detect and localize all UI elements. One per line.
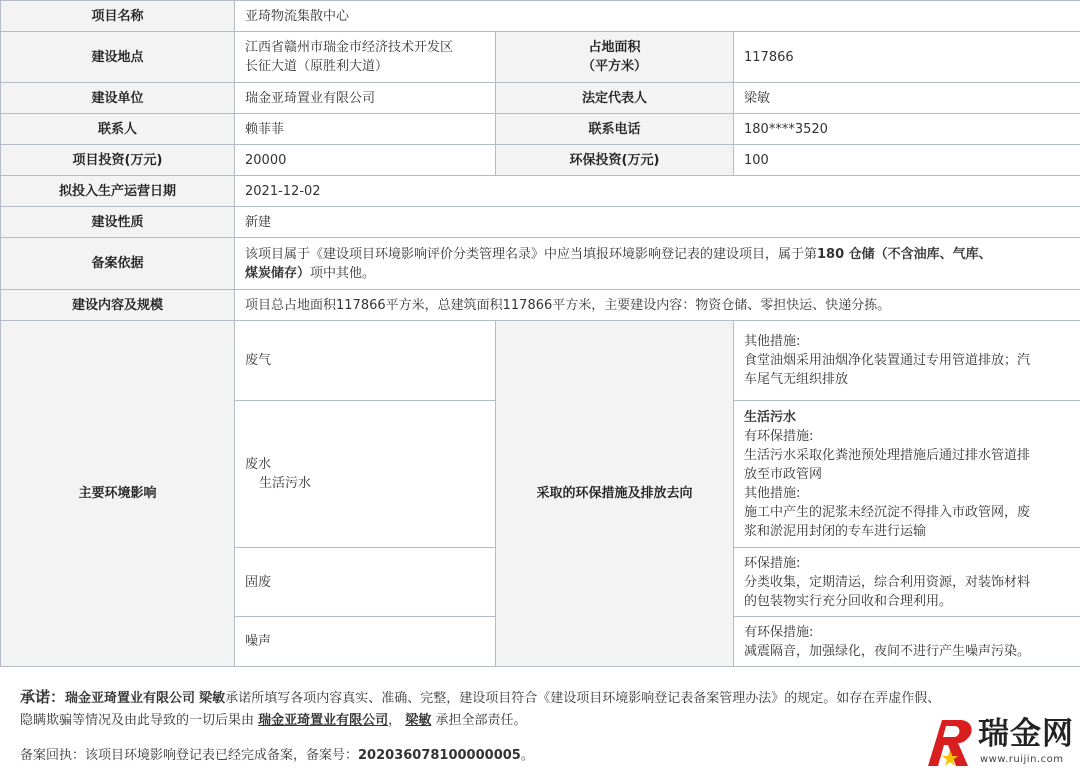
measure-water-line-6: 浆和淤泥用封闭的专车进行运输 xyxy=(744,522,1070,541)
measure-water-head: 生活污水 xyxy=(744,408,1070,427)
row-contact xyxy=(1,114,1080,145)
row-investment xyxy=(1,145,1080,176)
pledge-lead: 承诺： xyxy=(20,688,65,706)
impact-label: 主要环境影响 xyxy=(1,321,235,667)
row-impact-gas xyxy=(1,321,1080,401)
measure-water-line-2: 生活污水采取化粪池预处理措施后通过排水管道排 xyxy=(744,446,1070,465)
nature-label: 建设性质 xyxy=(1,207,235,238)
impact-water xyxy=(235,401,496,548)
row-location xyxy=(1,32,1080,83)
location-value xyxy=(235,32,496,83)
row-scope xyxy=(1,290,1080,321)
basis-text-2: 项中其他。 xyxy=(310,266,375,281)
row-basis xyxy=(1,238,1080,290)
env-investment-value: 100 xyxy=(734,145,1080,176)
basis-bold-2: 煤炭储存） xyxy=(245,266,310,281)
measure-noise xyxy=(734,617,1080,667)
pledge-company: 瑞金亚琦置业有限公司 xyxy=(65,691,195,706)
impact-solid: 固废 xyxy=(235,548,496,617)
measure-solid xyxy=(734,548,1080,617)
measure-water-line-3: 放至市政管网 xyxy=(744,465,1070,484)
impact-water-sub: 生活污水 xyxy=(245,474,485,493)
scope-value: 项目总占地面积117866平方米，总建筑面积117866平方米，主要建设内容：物资仓储、零担快运、快递分拣。 xyxy=(235,290,1080,321)
pledge-text-1: 承诺所填写各项内容真实、准确、完整，建设项目符合《建设项目环境影响登记表备案管理办法》的规定。如存在弄虚作假、 xyxy=(225,691,940,706)
measure-water xyxy=(734,401,1080,548)
phone-value: 180****3520 xyxy=(734,114,1080,145)
unit-label: 建设单位 xyxy=(1,83,235,114)
nature-value: 新建 xyxy=(235,207,1080,238)
location-label: 建设地点 xyxy=(1,32,235,83)
receipt-number: 202036078100000005 xyxy=(358,748,521,763)
receipt-end: 。 xyxy=(521,748,534,763)
receipt-text: 备案回执：该项目环境影响登记表已经完成备案，备案号： xyxy=(20,748,358,763)
location-line-2: 长征大道（原胜利大道） xyxy=(245,57,485,76)
area-label-line-1: 占地面积 xyxy=(500,38,729,57)
pledge-statement xyxy=(20,686,1070,732)
investment-value: 20000 xyxy=(235,145,496,176)
impact-water-name: 废水 xyxy=(245,455,485,474)
measure-gas xyxy=(734,321,1080,401)
project-name-value: 亚琦物流集散中心 xyxy=(235,1,1080,32)
pledge-sep: ， xyxy=(388,713,401,728)
pledge-text-2: 隐瞒欺骗等情况及由此导致的一切后果由 xyxy=(20,713,254,728)
row-nature xyxy=(1,207,1080,238)
basis-value xyxy=(235,238,1080,290)
watermark-name: 瑞金网 xyxy=(978,716,1074,752)
watermark-r-icon xyxy=(920,712,980,772)
pledge-person-2: 梁敏 xyxy=(405,713,431,728)
representative-label: 法定代表人 xyxy=(496,83,734,114)
representative-value: 梁敏 xyxy=(734,83,1080,114)
measure-water-line-1: 有环保措施: xyxy=(744,427,1070,446)
env-investment-label: 环保投资(万元) xyxy=(496,145,734,176)
measure-gas-line-2: 食堂油烟采用油烟净化装置通过专用管道排放；汽 xyxy=(744,351,1070,370)
unit-value: 瑞金亚琦置业有限公司 xyxy=(235,83,496,114)
pledge-person: 梁敏 xyxy=(199,691,225,706)
basis-bold-1: 180 仓储（不含油库、气库、 xyxy=(817,247,992,262)
measure-water-line-5: 施工中产生的泥浆未经沉淀不得排入市政管网，废 xyxy=(744,503,1070,522)
measure-solid-line-1: 环保措施: xyxy=(744,554,1070,573)
area-label xyxy=(496,32,734,83)
measure-noise-line-2: 减震隔音，加强绿化，夜间不进行产生噪声污染。 xyxy=(744,642,1070,661)
scope-label: 建设内容及规模 xyxy=(1,290,235,321)
measure-solid-line-2: 分类收集，定期清运，综合利用资源，对装饰材料 xyxy=(744,573,1070,592)
measures-label: 采取的环保措施及排放去向 xyxy=(496,321,734,667)
contact-label: 联系人 xyxy=(1,114,235,145)
basis-text-1: 该项目属于《建设项目环境影响评价分类管理名录》中应当填报环境影响登记表的建设项目，属于第 xyxy=(245,247,817,262)
investment-label: 项目投资(万元) xyxy=(1,145,235,176)
basis-label: 备案依据 xyxy=(1,238,235,290)
impact-noise: 噪声 xyxy=(235,617,496,667)
measure-gas-line-1: 其他措施: xyxy=(744,332,1070,351)
filing-receipt xyxy=(20,744,534,763)
location-line-1: 江西省赣州市瑞金市经济技术开发区 xyxy=(245,38,485,57)
pledge-company-2: 瑞金亚琦置业有限公司 xyxy=(258,713,388,728)
area-value: 117866 xyxy=(734,32,1080,83)
watermark-logo xyxy=(920,712,1078,772)
project-name-label: 项目名称 xyxy=(1,1,235,32)
row-project-name xyxy=(1,1,1080,32)
measure-noise-line-1: 有环保措施: xyxy=(744,623,1070,642)
phone-label: 联系电话 xyxy=(496,114,734,145)
area-label-line-2: （平方米） xyxy=(500,57,729,76)
measure-gas-line-3: 车尾气无组织排放 xyxy=(744,370,1070,389)
operation-date-value: 2021-12-02 xyxy=(235,176,1080,207)
operation-date-label: 拟投入生产运营日期 xyxy=(1,176,235,207)
pledge-text-3: 承担全部责任。 xyxy=(435,713,526,728)
impact-gas: 废气 xyxy=(235,321,496,401)
contact-value: 赖菲菲 xyxy=(235,114,496,145)
watermark-url: www.ruijin.com xyxy=(980,754,1063,765)
row-unit xyxy=(1,83,1080,114)
measure-solid-line-3: 的包装物实行充分回收和合理利用。 xyxy=(744,592,1070,611)
row-operation-date xyxy=(1,176,1080,207)
measure-water-line-4: 其他措施: xyxy=(744,484,1070,503)
